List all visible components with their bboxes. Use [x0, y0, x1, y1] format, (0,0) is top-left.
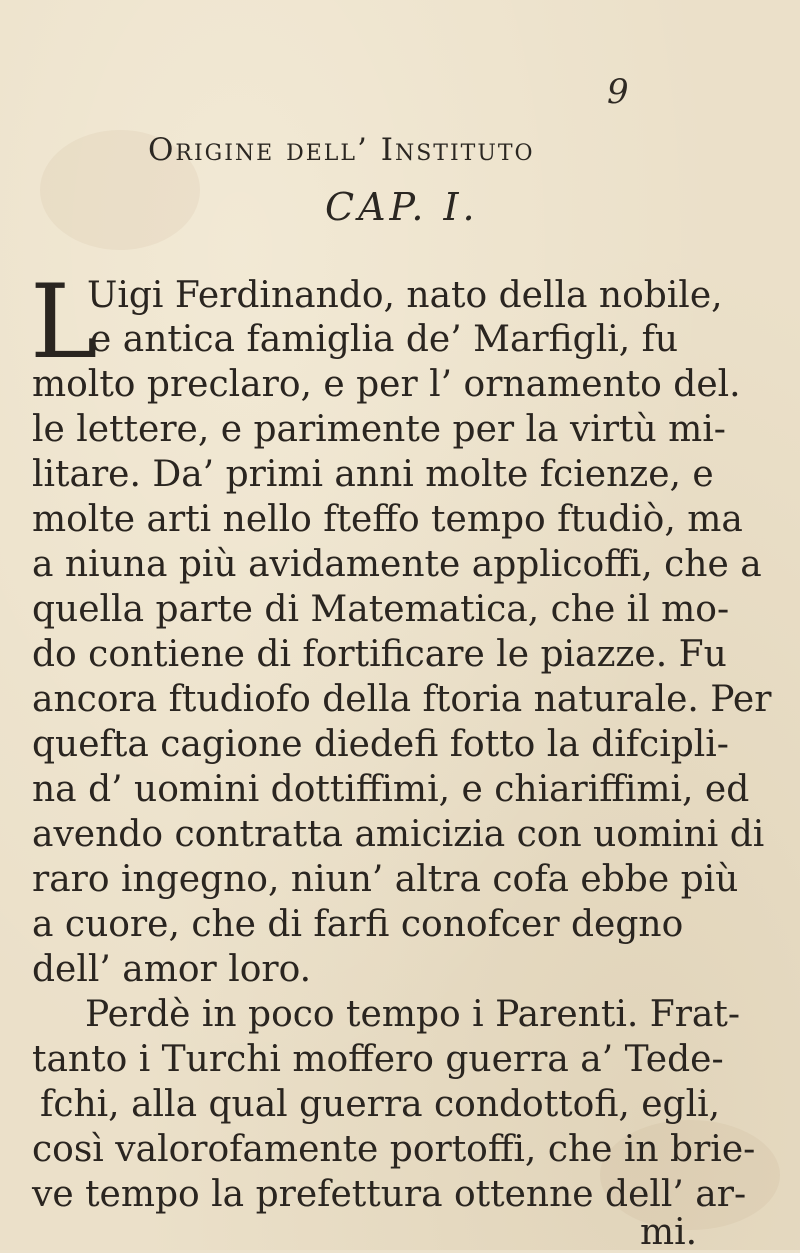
- text-line: così valorofamente portoffi, che in brie-: [32, 1129, 756, 1170]
- text-line: a cuore, che di farfi conofcer degno: [32, 904, 684, 945]
- text-line: quefta cagione diedefi fotto la difcipli-: [32, 724, 729, 765]
- text-line: ancora ftudiofo della ftoria naturale. Per: [32, 679, 772, 720]
- running-head: Origine dell’ Instituto: [148, 132, 535, 168]
- text-line: na d’ uomini dottiffimi, e chiariffimi, ed: [32, 769, 750, 810]
- text-line: raro ingegno, niun’ altra cofa ebbe più: [32, 859, 739, 900]
- text-line: fchi, alla qual guerra condottofi, egli,: [40, 1084, 721, 1125]
- text-line: ve tempo la prefettura ottenne dell’ ar-: [32, 1174, 747, 1215]
- text-line: Perdè in poco tempo i Parenti. Frat-: [85, 994, 740, 1035]
- text-line: do contiene di fortificare le piazze. Fu: [32, 634, 727, 675]
- text-line: Uigi Ferdinando, nato della nobile,: [87, 275, 723, 316]
- text-line: avendo contratta amicizia con uomini di: [32, 814, 765, 855]
- text-line: e antica famiglia de’ Marfigli, fu: [90, 319, 679, 360]
- text-line: quella parte di Matematica, che il mo-: [32, 589, 730, 630]
- chapter-heading: CAP. I.: [325, 185, 479, 229]
- text-line: dell’ amor loro.: [32, 949, 312, 990]
- drop-cap: L: [30, 263, 98, 382]
- text-line: molto preclaro, e per l’ ornamento del.: [32, 364, 741, 405]
- text-line: a niuna più avidamente applicoffi, che a: [32, 544, 762, 585]
- text-line: tanto i Turchi moffero guerra a’ Tede-: [32, 1039, 724, 1080]
- text-line: molte arti nello fteffo tempo ftudiò, ma: [32, 499, 743, 540]
- page-number: 9: [607, 72, 629, 112]
- catchword: mi.: [640, 1212, 698, 1253]
- text-line: litare. Da’ primi anni molte fcienze, e: [32, 454, 714, 495]
- text-line: le lettere, e parimente per la virtù mi-: [32, 409, 726, 450]
